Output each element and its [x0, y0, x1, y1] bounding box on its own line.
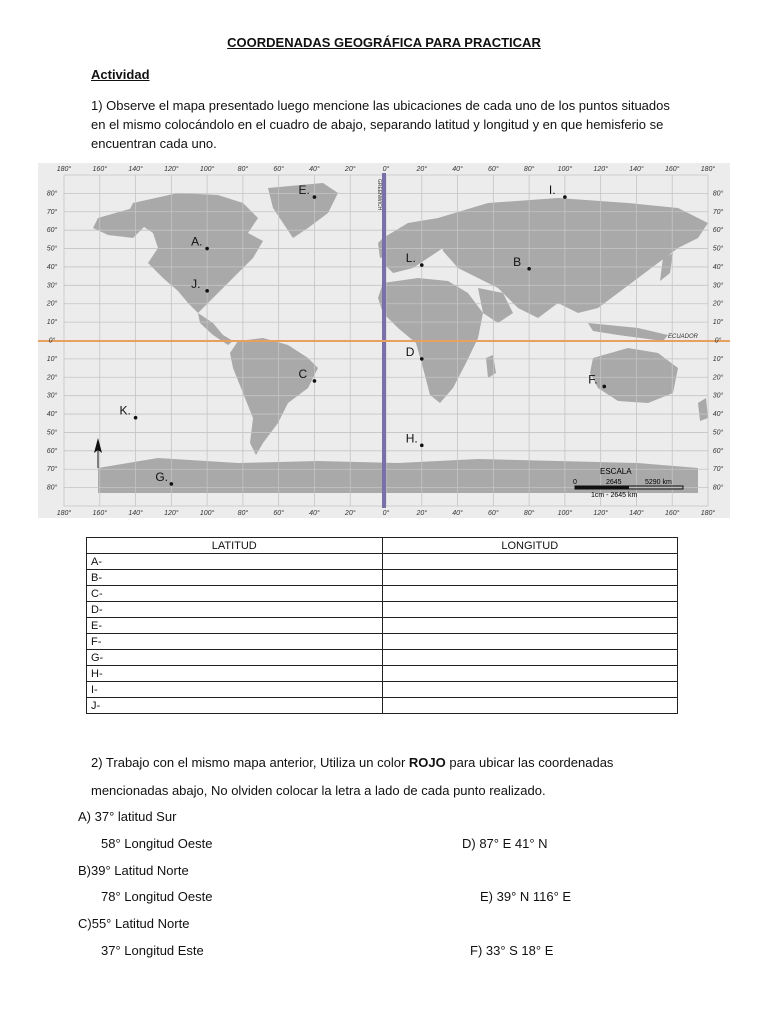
longitud-cell[interactable] — [382, 602, 678, 618]
lon-tick-label: 60° — [488, 166, 499, 173]
scale-left: 0 — [573, 479, 577, 486]
lat-tick-label: 50° — [712, 429, 724, 437]
lat-tick-label: 0° — [48, 337, 56, 345]
lat-tick-label: 20° — [712, 374, 724, 382]
lon-tick-label: 40° — [309, 510, 320, 517]
table-row — [87, 698, 678, 714]
lon-tick-label: 160° — [92, 166, 108, 173]
item-a-lat: A) 37° latitud Sur — [78, 809, 177, 824]
item-b-lon: 78° Longitud Oeste — [101, 889, 213, 904]
scale-mid: 2645 — [606, 479, 622, 486]
lon-tick-label: 40° — [452, 510, 463, 517]
lat-tick-label: 30° — [712, 282, 724, 290]
map-point-dot — [205, 247, 209, 251]
part2-line1-pre: 2) Trabajo con el mismo mapa anterior, Utiliza un color — [91, 755, 409, 770]
latitud-cell[interactable]: B- — [87, 570, 383, 586]
map-point-label: F. — [588, 372, 598, 387]
lat-tick-label: 10° — [46, 319, 58, 327]
map-point-dot — [563, 195, 567, 199]
lon-tick-label: 100° — [557, 166, 573, 173]
longitud-cell[interactable] — [382, 666, 678, 682]
map-point-label: K. — [119, 403, 131, 418]
table-row — [87, 682, 678, 698]
latitud-cell[interactable]: J- — [87, 698, 383, 714]
longitud-cell[interactable] — [382, 634, 678, 650]
lat-tick-label: 60° — [712, 447, 724, 455]
latitud-cell[interactable]: C- — [87, 586, 383, 602]
part2-instruction-line2: mencionadas abajo, No olviden colocar la letra a lado de cada punto realizado. — [91, 783, 546, 798]
lon-tick-label: 80° — [523, 166, 535, 173]
lon-tick-label: 140° — [629, 166, 644, 173]
table-row — [87, 570, 678, 586]
lon-tick-label: 180° — [700, 166, 716, 173]
latitud-cell[interactable]: I- — [87, 682, 383, 698]
map-point-label: B — [513, 254, 522, 269]
map-point-dot — [602, 385, 606, 389]
lat-tick-label: 10° — [46, 355, 58, 363]
lon-tick-label: 0° — [382, 166, 390, 173]
item-c-lat: C)55° Latitud Norte — [78, 916, 190, 931]
map-point-label: C — [298, 366, 308, 381]
map-point-dot — [170, 482, 174, 486]
longitud-cell[interactable] — [382, 650, 678, 666]
map-point-label: H. — [405, 431, 418, 446]
item-a-lon: 58° Longitud Oeste — [101, 836, 213, 851]
lat-tick-label: 40° — [712, 263, 724, 271]
map-point-label: I. — [548, 183, 556, 198]
lat-tick-label: 50° — [46, 429, 58, 437]
lat-tick-label: 30° — [46, 282, 58, 290]
lat-tick-label: 80° — [712, 484, 724, 492]
lon-tick-label: 20° — [416, 510, 428, 517]
answer-table — [86, 537, 678, 714]
lat-tick-label: 60° — [46, 447, 58, 455]
table-row — [87, 586, 678, 602]
lon-tick-label: 60° — [273, 510, 284, 517]
lon-tick-label: 140° — [629, 510, 644, 517]
lat-tick-label: 50° — [712, 245, 724, 253]
map-point-label: J. — [191, 276, 201, 291]
lon-tick-label: 120° — [164, 166, 179, 173]
table-row — [87, 650, 678, 666]
longitud-cell[interactable] — [382, 586, 678, 602]
map-point-label: L. — [405, 251, 416, 266]
scale-bar-fill — [575, 486, 629, 489]
lat-tick-label: 80° — [46, 190, 58, 198]
lat-tick-label: 70° — [712, 466, 724, 474]
map-point-dot — [313, 379, 317, 383]
lat-tick-label: 40° — [712, 411, 724, 419]
lon-tick-label: 60° — [488, 510, 499, 517]
part2-instruction-line1 — [91, 755, 613, 770]
map-point-dot — [420, 357, 424, 361]
table-row — [87, 634, 678, 650]
lon-tick-label: 120° — [593, 510, 608, 517]
lat-tick-label: 80° — [46, 484, 58, 492]
item-d: D) 87° E 41° N — [462, 836, 548, 851]
page-title: COORDENADAS GEOGRÁFICA PARA PRACTICAR — [227, 35, 541, 50]
item-c-lon: 37° Longitud Este — [101, 943, 204, 958]
world-map-svg — [38, 163, 730, 518]
lat-tick-label: 70° — [712, 208, 724, 216]
lon-tick-label: 60° — [273, 166, 284, 173]
lon-tick-label: 120° — [164, 510, 179, 517]
instruction-text: 1) Observe el mapa presentado luego mencione las ubicaciones de cada uno de los puntos situados en el mismo colocándolo en el cuadro de abajo, separando latitud y longitud y en que hemisferio se encuentran cada uno. — [91, 98, 670, 151]
lon-tick-label: 40° — [309, 166, 320, 173]
scale-title: ESCALA — [600, 467, 632, 476]
lon-tick-label: 160° — [664, 510, 680, 517]
latitud-cell[interactable]: G- — [87, 650, 383, 666]
longitud-cell[interactable] — [382, 554, 678, 570]
lat-tick-label: 30° — [712, 392, 724, 400]
item-f: F) 33° S 18° E — [470, 943, 554, 958]
lon-tick-label: 120° — [593, 166, 608, 173]
equator-label: ECUADOR — [668, 334, 699, 340]
lon-tick-label: 140° — [128, 166, 143, 173]
lat-tick-label: 10° — [712, 319, 724, 327]
lat-tick-label: 50° — [46, 245, 58, 253]
lat-tick-label: 70° — [46, 208, 58, 216]
lon-tick-label: 160° — [92, 510, 108, 517]
map-point-label: G. — [155, 469, 169, 484]
map-point-dot — [205, 289, 209, 293]
longitud-cell[interactable] — [382, 698, 678, 714]
map-point-label: D — [405, 344, 415, 359]
world-map — [38, 163, 730, 518]
lat-tick-label: 40° — [46, 263, 58, 271]
map-point-label: E. — [298, 183, 310, 198]
latitud-cell[interactable]: F- — [87, 634, 383, 650]
part2-line1-post: para ubicar las coordenadas — [445, 755, 614, 770]
latitud-cell[interactable]: D- — [87, 602, 383, 618]
lon-tick-label: 20° — [416, 166, 428, 173]
lon-tick-label: 20° — [344, 166, 356, 173]
item-b-lat: B)39° Latitud Norte — [78, 863, 189, 878]
lat-tick-label: 10° — [712, 355, 724, 363]
lat-tick-label: 20° — [46, 374, 58, 382]
longitud-cell[interactable] — [382, 618, 678, 634]
activity-heading: Actividad — [91, 67, 150, 82]
map-point-dot — [527, 267, 531, 271]
lon-tick-label: 140° — [128, 510, 143, 517]
lon-tick-label: 20° — [344, 510, 356, 517]
lat-tick-label: 80° — [712, 190, 724, 198]
lon-tick-label: 80° — [523, 510, 535, 517]
item-e: E) 39° N 116° E — [480, 889, 572, 904]
table-row — [87, 602, 678, 618]
longitud-cell[interactable] — [382, 682, 678, 698]
lon-tick-label: 180° — [56, 510, 72, 517]
scale-right: 5290 km — [645, 479, 672, 486]
latitud-cell[interactable]: A- — [87, 554, 383, 570]
latitud-cell[interactable]: H- — [87, 666, 383, 682]
lat-tick-label: 20° — [712, 300, 724, 308]
lon-tick-label: 100° — [199, 166, 215, 173]
map-point-dot — [420, 444, 424, 448]
table-row — [87, 554, 678, 570]
lat-tick-label: 60° — [46, 227, 58, 235]
latitud-cell[interactable]: E- — [87, 618, 383, 634]
map-point-dot — [134, 416, 138, 420]
lon-tick-label: 100° — [199, 510, 215, 517]
lon-tick-label: 40° — [452, 166, 463, 173]
scale-note: 1cm - 2645 km — [591, 492, 638, 499]
lon-tick-label: 100° — [557, 510, 573, 517]
lon-tick-label: 180° — [56, 166, 72, 173]
map-point-dot — [313, 195, 317, 199]
lon-tick-label: 180° — [700, 510, 716, 517]
answer-table-body — [87, 554, 678, 714]
lat-tick-label: 30° — [46, 392, 58, 400]
table-header-row — [87, 538, 678, 554]
longitud-cell[interactable] — [382, 570, 678, 586]
lon-tick-label: 160° — [664, 166, 680, 173]
table-row — [87, 666, 678, 682]
table-row — [87, 618, 678, 634]
map-point-dot — [420, 263, 424, 267]
lon-tick-label: 80° — [237, 510, 249, 517]
lat-tick-label: 40° — [46, 411, 58, 419]
map-point-label: A. — [191, 234, 203, 249]
header-longitud: LONGITUD — [382, 538, 678, 554]
lat-tick-label: 0° — [714, 337, 722, 345]
header-latitud: LATITUD — [87, 538, 383, 554]
lon-tick-label: 0° — [382, 510, 390, 517]
part2-line1-bold: ROJO — [408, 755, 446, 770]
lat-tick-label: 70° — [46, 466, 58, 474]
greenwich-label: GREENWICH — [376, 179, 382, 211]
lat-tick-label: 60° — [712, 227, 724, 235]
lat-tick-label: 20° — [46, 300, 58, 308]
lon-tick-label: 80° — [237, 166, 249, 173]
